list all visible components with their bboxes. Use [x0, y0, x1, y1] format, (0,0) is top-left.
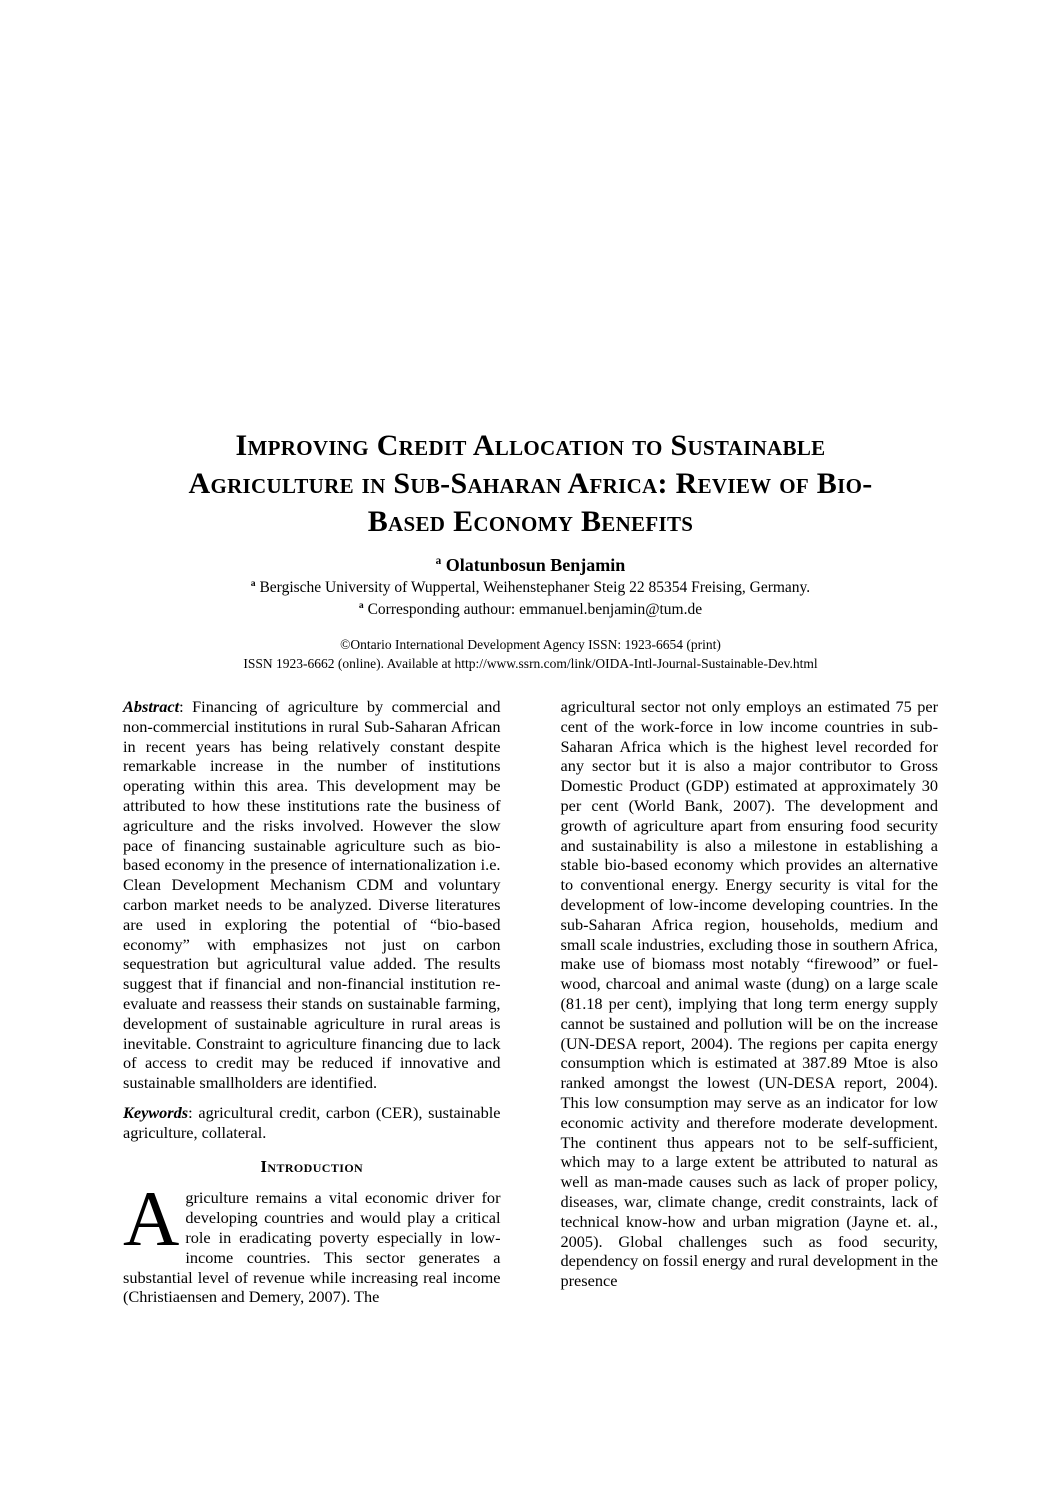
keywords-label: Keywords	[123, 1102, 189, 1122]
affiliation-line	[123, 577, 938, 599]
publisher-block	[123, 635, 938, 673]
right-column	[561, 697, 939, 1307]
abstract-paragraph	[123, 697, 501, 1093]
corresponding-marker: a	[358, 599, 364, 611]
left-column	[123, 697, 501, 1307]
publisher-issn-online-url: ISSN 1923-6662 (online). Available at http://www.ssrn.com/link/OIDA-Intl-Journal-Sustainable-Dev.html	[243, 656, 818, 671]
publisher-copyright-issn-print: ©Ontario International Development Agency ISSN: 1923-6654 (print)	[340, 637, 721, 652]
abstract-label: Abstract	[123, 697, 180, 716]
title-line-2: Agriculture in Sub-Saharan Africa: Review of Bio-	[188, 467, 873, 500]
author-line	[123, 553, 938, 577]
paper-body-columns	[123, 697, 938, 1307]
affiliation-marker: a	[250, 577, 256, 589]
introduction-continuation-paragraph: agricultural sector not only employs an estimated 75 per cent of the work-force in low income countries in sub-Saharan Africa which is the highest level recorded for any sector but it is also a major contributor to Gross Domestic Product (GDP) estimated at approximately 30 per cent (World Bank, 2007). The development and growth of agriculture apart from ensuring food security and sustainability is also a milestone in establishing a stable bio-based economy which provides an alternative to conventional energy. Energy security is vital for the development of low-income developing countries. In the sub-Saharan Africa region, households, medium and small scale industries, excluding those in southern Africa, make use of biomass most notably “firewood” or fuel-wood, charcoal and animal waste (dung) on a large scale (81.18 per cent), implying that long term energy supply cannot be sustained and pollution will be on the increase (UN-DESA report, 2004). The regions per capita energy consumption which is estimated at 387.89 Mtoe is also ranked amongst the lowest (UN-DESA report, 2004). This low consumption may serve as an indicator for low economic activity and therefore moderate development. The continent thus appears not to be self-sufficient, which may to a large extent be attributed to natural as well as man-made causes such as lack of proper policy, diseases, war, climate change, credit constraints, lack of technical know-how and urban migration (Jayne et. al., 2005). Global challenges such as food security, dependency on fossil energy and rural development in the presence	[560, 697, 938, 1291]
paper-header	[123, 427, 938, 673]
dropcap-letter: A	[123, 1175, 180, 1263]
keywords-text: : agricultural credit, carbon (CER), sustainable agriculture, collateral.	[123, 1102, 501, 1142]
author-affiliation-marker: a	[435, 555, 442, 567]
title-line-3: Based Economy Benefits	[367, 505, 694, 538]
title-line-1: Improving Credit Allocation to Sustainable	[235, 429, 826, 462]
keywords-paragraph	[123, 1103, 501, 1143]
abstract-text: : Financing of agriculture by commercial and non-commercial institutions in rural Sub-Saharan African in recent years has being relatively constant despite remarkable increase in the number of institutions operating within this area. This development may be attributed to how these institutions rate the business of agriculture and the risks involved. However the slow pace of financing sustainable agriculture such as bio-based economy in the presence of internationalization i.e. Clean Development Mechanism CDM and voluntary carbon market needs to be analyzed. Diverse literatures are used in exploring the potential of “bio-based economy” with emphasizes not just on carbon sequestration but agricultural value added. The results suggest that if financial and non-financial institution re-evaluate and reassess their stands on sustainable farming, development of sustainable agriculture in rural areas is inevitable. Constraint to agriculture financing due to lack of access to credit may be reduced if innovative and sustainable smallholders are identified.	[123, 697, 501, 1093]
introduction-heading: Introduction	[260, 1156, 364, 1176]
affiliation-text: Bergische University of Wuppertal, Weihenstephaner Steig 22 85354 Freising, Germany.	[259, 579, 811, 596]
paper-title	[123, 427, 938, 541]
author-name: Olatunbosun Benjamin	[445, 555, 626, 575]
corresponding-text: Corresponding authour: emmanuel.benjamin@tum.de	[367, 601, 703, 618]
corresponding-author-line	[123, 599, 938, 621]
introduction-opening-paragraph	[123, 1175, 501, 1307]
introduction-opening-text: griculture remains a vital economic driver for developing countries and would play a critical role in eradicating poverty especially in low-income countries. This sector generates a substantial level of revenue while increasing real income (Christiaensen and Demery, 2007). The	[123, 1188, 501, 1307]
